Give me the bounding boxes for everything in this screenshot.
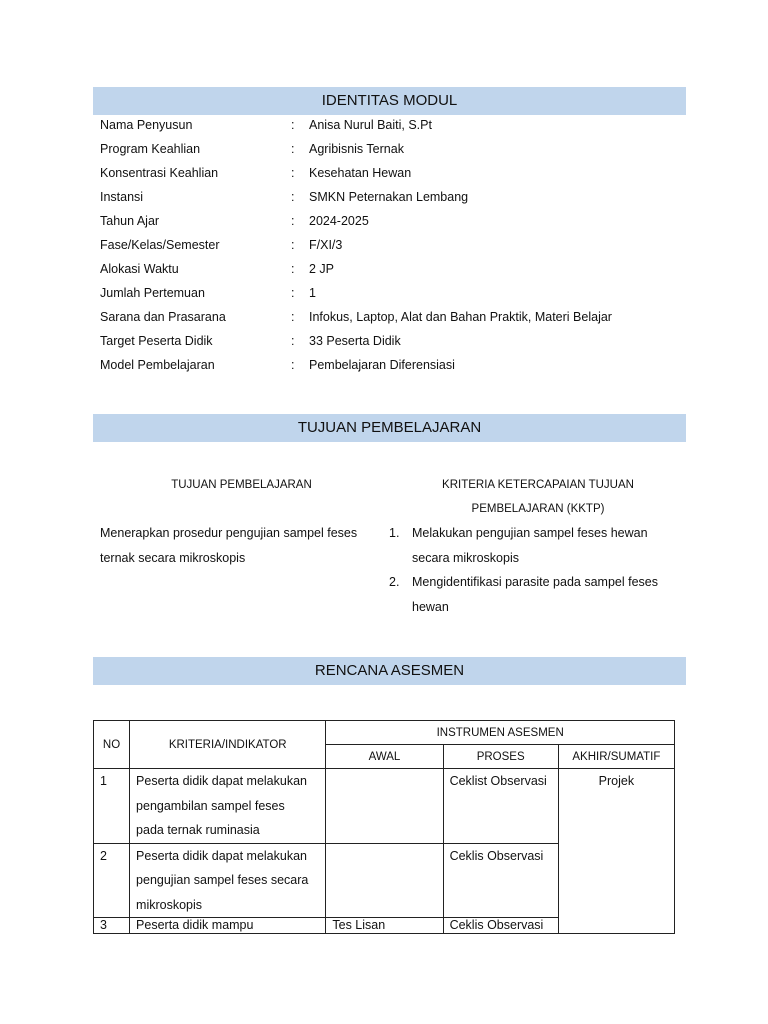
identitas-value: Anisa Nurul Baiti, S.Pt <box>309 118 432 132</box>
table-header-row <box>94 721 675 745</box>
header-proses: PROSES <box>443 745 558 769</box>
row-proses: Ceklis Observasi <box>443 843 558 918</box>
identitas-colon: : <box>291 214 295 228</box>
identitas-colon: : <box>291 190 295 204</box>
identitas-colon: : <box>291 286 295 300</box>
kriteria-line: pada ternak ruminasia <box>136 823 260 837</box>
header-awal: AWAL <box>326 745 443 769</box>
identitas-label: Nama Penyusun <box>100 118 193 132</box>
kktp-item <box>412 570 658 619</box>
identitas-value: Agribisnis Ternak <box>309 142 404 156</box>
identitas-label: Fase/Kelas/Semester <box>100 238 220 252</box>
kktp-item <box>412 521 648 570</box>
kktp-item-line-2: secara mikroskopis <box>412 550 519 565</box>
row-kriteria <box>130 769 326 844</box>
identitas-value: SMKN Peternakan Lembang <box>309 190 469 204</box>
kriteria-line: Peserta didik dapat melakukan <box>136 774 307 788</box>
identitas-label: Alokasi Waktu <box>100 262 179 276</box>
kriteria-line: Peserta didik dapat melakukan <box>136 848 307 863</box>
kriteria-line: mikroskopis <box>136 897 203 912</box>
identitas-colon: : <box>291 262 295 276</box>
identitas-colon: : <box>291 238 295 252</box>
row-proses: Ceklist Observasi <box>443 769 558 844</box>
identitas-value: Pembelajaran Diferensiasi <box>309 358 455 372</box>
header-kriteria: KRITERIA/INDIKATOR <box>130 721 326 769</box>
row-kriteria: Peserta didik mampu <box>130 918 326 934</box>
asesmen-table <box>93 720 675 934</box>
identitas-colon: : <box>291 166 295 180</box>
kktp-header-line-1: KRITERIA KETERCAPAIAN TUJUAN <box>442 479 634 491</box>
kktp-item-number: 1. <box>389 526 400 540</box>
row-awal <box>326 843 443 918</box>
tp-text <box>100 521 357 570</box>
identitas-colon: : <box>291 118 295 132</box>
identitas-label: Sarana dan Prasarana <box>100 310 226 324</box>
identitas-label: Target Peserta Didik <box>100 334 213 348</box>
identitas-value: 33 Peserta Didik <box>309 334 401 348</box>
identitas-value: 1 <box>309 286 316 300</box>
identitas-label: Instansi <box>100 190 144 204</box>
header-akhir: AKHIR/SUMATIF <box>558 745 674 769</box>
row-no: 1 <box>94 769 130 844</box>
identitas-label: Jumlah Pertemuan <box>100 286 205 300</box>
row-kriteria <box>130 843 326 918</box>
identitas-label: Model Pembelajaran <box>100 358 215 372</box>
identitas-modul-heading: IDENTITAS MODUL <box>93 87 686 115</box>
header-no: NO <box>94 721 130 769</box>
identitas-label: Tahun Ajar <box>100 214 160 228</box>
identitas-value: Kesehatan Hewan <box>309 166 412 180</box>
kktp-column-header <box>393 473 683 521</box>
row-proses: Ceklis Observasi <box>443 918 558 934</box>
row-awal: Tes Lisan <box>326 918 443 934</box>
identitas-colon: : <box>291 358 295 372</box>
kriteria-line: pengujian sampel feses secara <box>136 873 309 887</box>
row-akhir: Projek <box>558 769 674 934</box>
tp-text-line-2: ternak secara mikroskopis <box>100 550 246 565</box>
kktp-item-line-2: hewan <box>412 599 449 614</box>
kktp-item-number: 2. <box>389 575 400 589</box>
tujuan-pembelajaran-heading: TUJUAN PEMBELAJARAN <box>93 414 686 442</box>
row-awal <box>326 769 443 844</box>
identitas-value: 2 JP <box>309 262 335 276</box>
kriteria-line: pengambilan sampel feses <box>136 798 285 813</box>
identitas-value: 2024-2025 <box>309 214 369 228</box>
row-no: 3 <box>94 918 130 934</box>
identitas-colon: : <box>291 334 295 348</box>
identitas-colon: : <box>291 142 295 156</box>
rencana-asesmen-heading: RENCANA ASESMEN <box>93 657 686 685</box>
kktp-header-line-2: PEMBELAJARAN (KKTP) <box>471 503 605 515</box>
tp-column-header: TUJUAN PEMBELAJARAN <box>171 479 312 491</box>
identitas-colon: : <box>291 310 295 324</box>
kktp-item-line-1: Melakukan pengujian sampel feses hewan <box>412 526 648 540</box>
row-no: 2 <box>94 843 130 918</box>
tp-text-line-1: Menerapkan prosedur pengujian sampel feses <box>100 526 358 540</box>
table-row <box>94 769 675 844</box>
header-instrumen: INSTRUMEN ASESMEN <box>326 721 675 745</box>
kktp-item-line-1: Mengidentifikasi parasite pada sampel feses <box>412 575 658 589</box>
identitas-label: Konsentrasi Keahlian <box>100 166 219 180</box>
identitas-value: Infokus, Laptop, Alat dan Bahan Praktik, Materi Belajar <box>309 310 612 324</box>
identitas-label: Program Keahlian <box>100 142 201 156</box>
identitas-value: F/XI/3 <box>309 238 343 252</box>
